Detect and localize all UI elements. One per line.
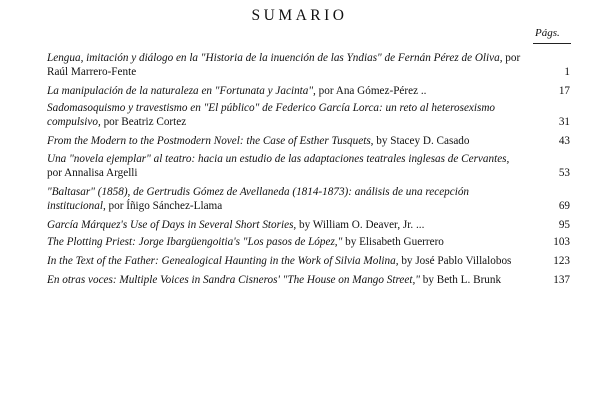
entry-page: 103 bbox=[553, 235, 570, 248]
entry-title: Lengua, imitación y diálogo en la "Historia de la inuención de las Yndias" de Fernán Pérez de Oliva, bbox=[47, 52, 503, 64]
list-item bbox=[47, 52, 570, 80]
entry-page: 43 bbox=[558, 134, 570, 147]
entry-page: 123 bbox=[553, 254, 570, 267]
entry-author: por Annalisa Argelli bbox=[47, 167, 138, 180]
pages-column-label: Págs. bbox=[535, 27, 560, 39]
list-item bbox=[47, 219, 570, 233]
entry-author: by William O. Deaver, Jr. ... bbox=[299, 219, 425, 232]
entry-title: García Márquez's Use of Days in Several Short Stories, bbox=[47, 219, 297, 232]
entry-author: por Íñigo Sánchez-Llama bbox=[108, 200, 223, 213]
entry-title: From the Modern to the Postmodern Novel: the Case of Esther Tusquets, bbox=[47, 134, 374, 147]
entry-page: 95 bbox=[558, 219, 570, 232]
list-item bbox=[47, 153, 570, 181]
entry-title: In the Text of the Father: Genealogical Haunting in the Work of Silvia Molina, bbox=[47, 254, 399, 267]
entry-title: Sadomasoquismo y travestismo en "El público" de Federico García Lorca: un reto al heterosexismo compulsivo, bbox=[47, 101, 496, 128]
entry-title: En otras voces: Multiple Voices in Sandra Cisneros' "The House on Mango Street," bbox=[47, 273, 420, 286]
entry-title: "Baltasar" (1858), de Gertrudis Gómez de Avellaneda (1814-1873): análisis de una recepción institucional, bbox=[47, 186, 470, 213]
entry-page: 69 bbox=[558, 200, 570, 213]
list-item bbox=[47, 236, 570, 250]
entry-title: The Plotting Priest: Jorge Ibargüengoitia's "Los pasos de López," bbox=[47, 235, 343, 248]
entry-author: por Ana Gómez-Pérez .. bbox=[318, 84, 427, 97]
entry-author: by Beth L. Brunk bbox=[422, 273, 502, 286]
entry-page: 1 bbox=[564, 65, 570, 78]
entry-page: 53 bbox=[558, 167, 570, 180]
entry-author: by José Pablo Villalobos bbox=[401, 254, 512, 267]
contents-list bbox=[47, 52, 570, 293]
list-item bbox=[47, 255, 570, 269]
list-item bbox=[47, 85, 570, 99]
entry-page: 137 bbox=[553, 273, 570, 286]
entry-page: 31 bbox=[558, 115, 570, 128]
list-item bbox=[47, 102, 570, 130]
entry-author: by Elisabeth Guerrero bbox=[345, 235, 444, 248]
page-title: SUMARIO bbox=[251, 7, 348, 24]
entry-title: La manipulación de la naturaleza en "Fortunata y Jacinta", bbox=[47, 84, 316, 97]
entry-author: by Stacey D. Casado bbox=[376, 134, 470, 147]
list-item bbox=[47, 135, 570, 149]
entry-author: por Beatriz Cortez bbox=[103, 115, 187, 128]
entry-title: Una "novela ejemplar" al teatro: hacia un estudio de las adaptaciones teatrales inglesas de Cervantes, bbox=[47, 153, 510, 166]
list-item bbox=[47, 274, 570, 288]
list-item bbox=[47, 186, 570, 214]
entry-author: por Raúl Marrero-Fente bbox=[47, 52, 521, 78]
entry-page: 17 bbox=[558, 84, 570, 97]
pages-label-underline bbox=[533, 43, 571, 44]
